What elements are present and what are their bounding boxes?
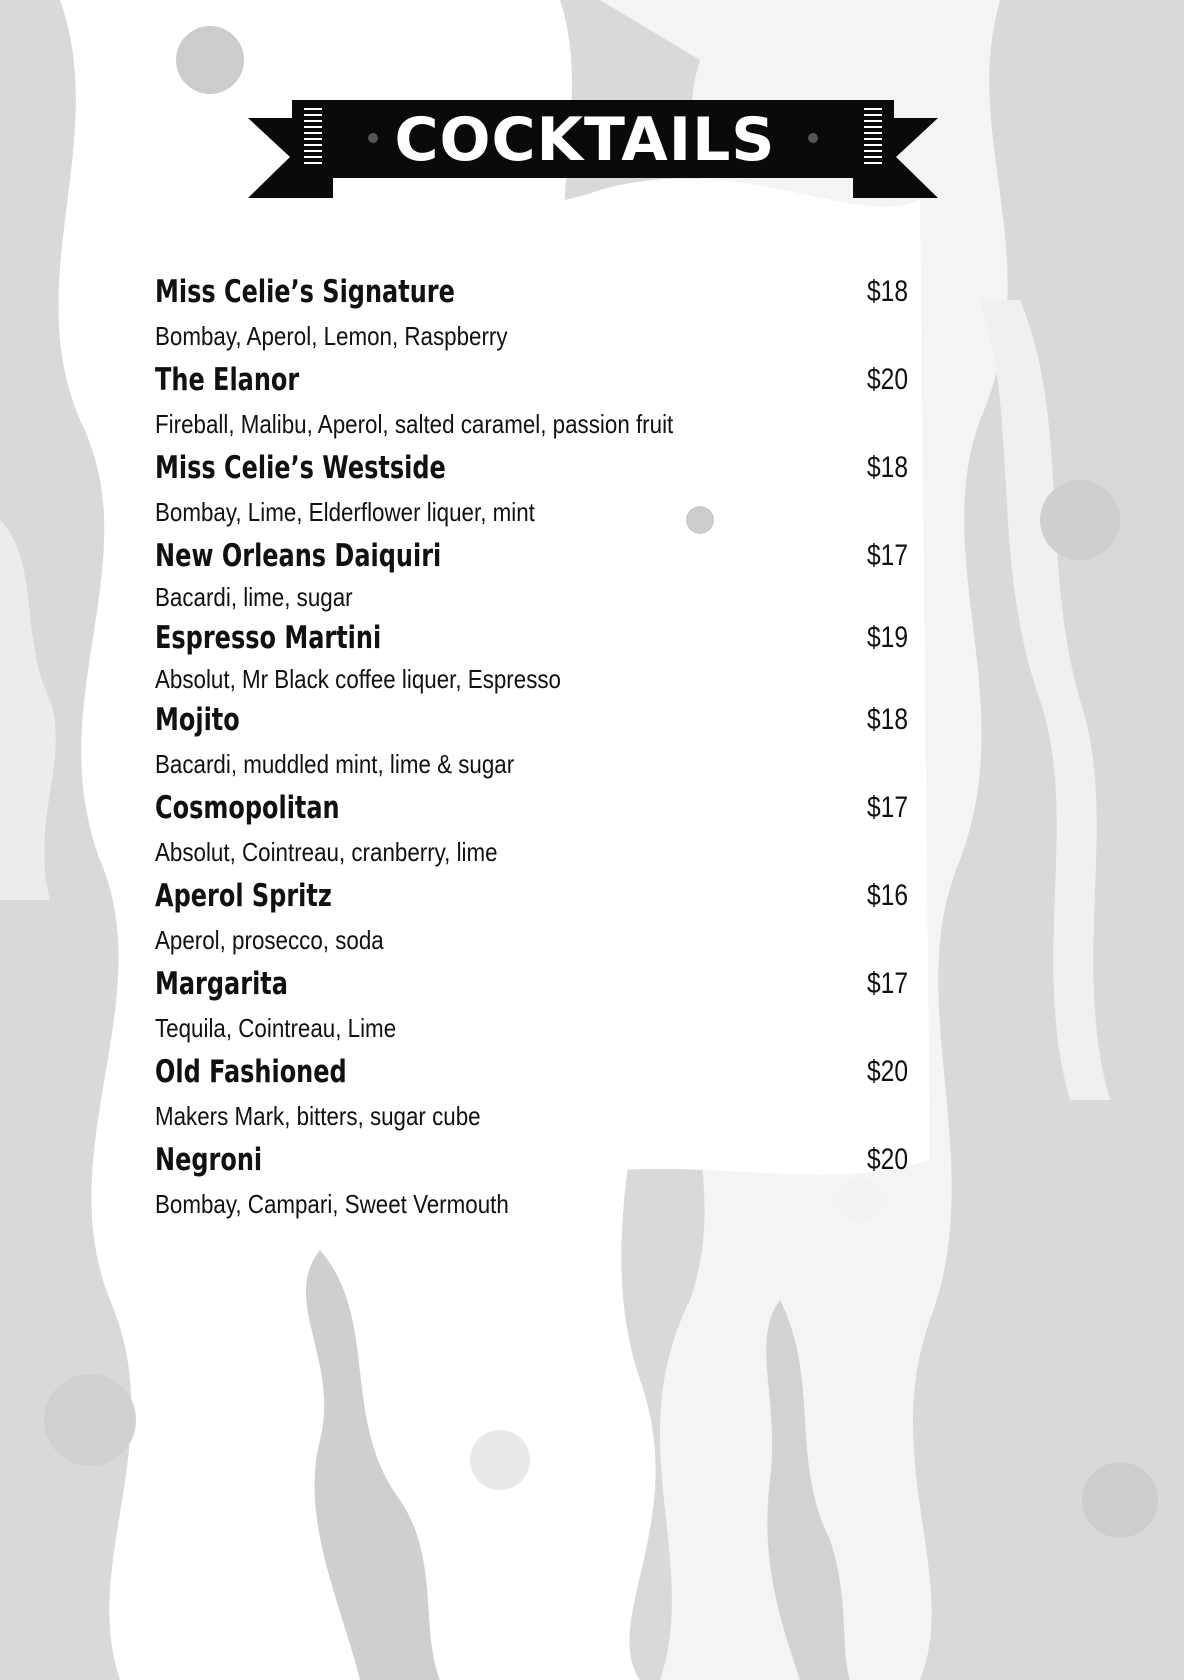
item-price: $17 xyxy=(867,967,909,1000)
item-name: Espresso Martini xyxy=(155,620,382,656)
item-description: Bombay, Campari, Sweet Vermouth xyxy=(155,1189,509,1219)
item-price: $20 xyxy=(867,1143,909,1176)
item-description: Tequila, Cointreau, Lime xyxy=(155,1013,397,1043)
item-name: New Orleans Daiquiri xyxy=(155,538,442,574)
item-description: Fireball, Malibu, Aperol, salted caramel, passion fruit xyxy=(155,409,674,439)
item-name: Cosmopolitan xyxy=(155,790,340,826)
item-name: Mojito xyxy=(155,702,240,738)
cocktail-menu xyxy=(155,268,915,1224)
menu-item xyxy=(155,1048,915,1136)
item-name: Miss Celie’s Signature xyxy=(155,274,455,310)
item-name: Old Fashioned xyxy=(155,1054,347,1090)
item-price: $18 xyxy=(867,703,909,736)
item-price: $17 xyxy=(867,539,909,572)
item-description: Aperol, prosecco, soda xyxy=(155,925,384,955)
item-description: Absolut, Cointreau, cranberry, lime xyxy=(155,837,498,867)
item-price: $20 xyxy=(867,363,909,396)
item-name: Negroni xyxy=(155,1142,263,1178)
item-name: Aperol Spritz xyxy=(155,878,332,914)
menu-item xyxy=(155,1136,915,1224)
item-price: $19 xyxy=(867,621,909,654)
item-description: Makers Mark, bitters, sugar cube xyxy=(155,1101,481,1131)
page-title: COCKTAILS xyxy=(394,105,776,175)
menu-item xyxy=(155,960,915,1048)
menu-item xyxy=(155,614,915,696)
item-description: Bombay, Aperol, Lemon, Raspberry xyxy=(155,321,508,351)
item-price: $18 xyxy=(867,275,909,308)
item-description: Bacardi, lime, sugar xyxy=(155,582,353,612)
menu-item xyxy=(155,532,915,614)
item-description: Bacardi, muddled mint, lime & sugar xyxy=(155,749,515,779)
menu-item xyxy=(155,696,915,784)
menu-item xyxy=(155,356,915,444)
menu-item xyxy=(155,444,915,532)
menu-item xyxy=(155,784,915,872)
item-name: The Elanor xyxy=(155,362,300,398)
menu-item xyxy=(155,872,915,960)
item-description: Absolut, Mr Black coffee liquer, Espresso xyxy=(155,664,561,694)
item-price: $18 xyxy=(867,451,909,484)
item-description: Bombay, Lime, Elderflower liquer, mint xyxy=(155,497,535,527)
item-name: Miss Celie’s Westside xyxy=(155,450,446,486)
item-price: $16 xyxy=(867,879,909,912)
item-price: $17 xyxy=(867,791,909,824)
item-price: $20 xyxy=(867,1055,909,1088)
menu-item xyxy=(155,268,915,356)
item-name: Margarita xyxy=(155,966,288,1002)
